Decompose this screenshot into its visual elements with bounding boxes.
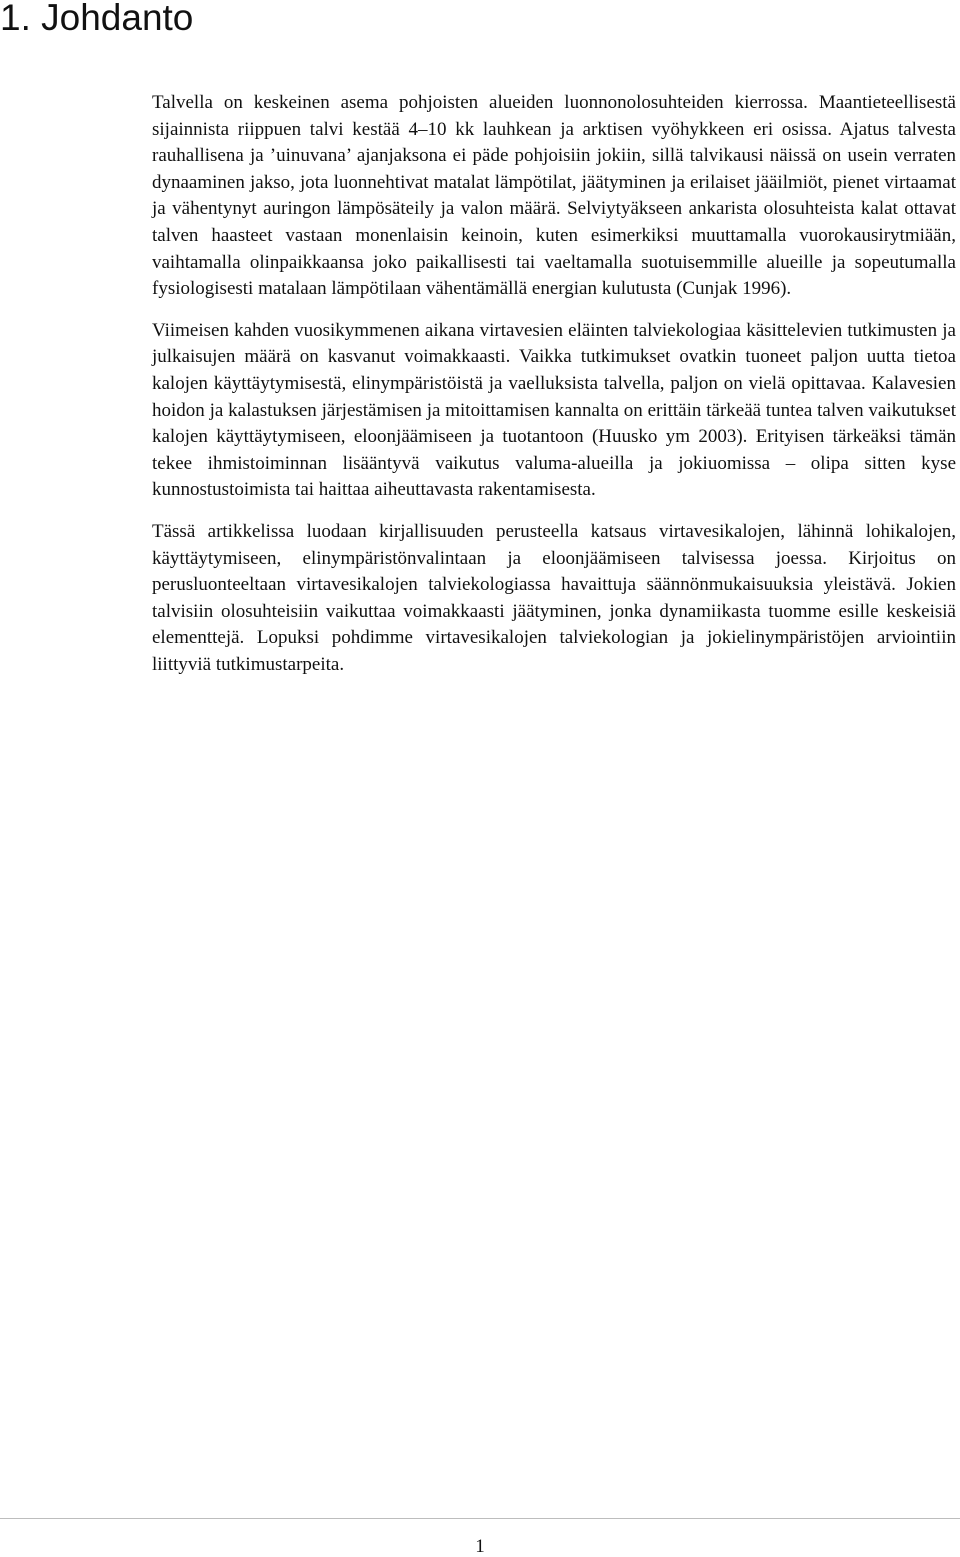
page-title: 1. Johdanto <box>0 0 194 38</box>
footer-divider <box>0 1518 960 1519</box>
page-number: 1 <box>475 1536 485 1557</box>
paragraph-intro: Talvella on keskeinen asema pohjoisten alueiden luonnonolosuhteiden kierrossa. Maantieteellisestä sijainnista riippuen talvi kestää 4–10 kk lauhkean ja arktisen vyöhykkeen eri osissa. Ajatus talvesta rauhallisena ja ’uinuvana’ ajanjaksona ei päde pohjoisiin jokiin, sillä talvikausi näissä on usein verraten dynaaminen jakso, jota luonnehtivat matalat lämpötilat, jäätyminen ja erilaiset jääilmiöt, pienet virtaamat ja vähentynyt auringon lämpösäteily ja valon määrä. Selviytyäkseen ankarista olosuhteista kalat ottavat talven haasteet vastaan monenlaisin keinoin, kuten esimerkiksi muuttamalla vuorokausirytmiään, vaihtamalla olinpaikkaansa joko paikallisesti tai vaeltamalla suotuisemmille alueille ja sopeutumalla fysiologisesti matalaan lämpötilaan vähentämällä energian kulutusta (Cunjak 1996). <box>152 92 956 300</box>
body-text <box>152 90 956 693</box>
paragraph-research: Viimeisen kahden vuosikymmenen aikana virtavesien eläinten talviekologiaa käsittelevien tutkimusten ja julkaisujen määrä on kasvanut voimakkaasti. Vaikka tutkimukset ovatkin tuoneet paljon uutta tietoa kalojen käyttäytymisestä, elinympäristöistä ja vaelluksista talvella, paljon on vielä opittavaa. Kalavesien hoidon ja kalastuksen järjestämisen ja mitoittamisen kannalta on erittäin tärkeää tuntea talven vaikutukset kalojen käyttäytymiseen, eloonjäämiseen ja tuotantoon (Huusko ym 2003). Erityisen tärkeäksi tämän tekee ihmistoiminnan lisääntyvä vaikutus valuma-alueilla ja jokiuomissa – olipa sitten kyse kunnostustoimista tai haittaa aiheuttavasta rakentamisesta. <box>152 319 956 501</box>
paragraph-article-scope: Tässä artikkelissa luodaan kirjallisuuden perusteella katsaus virtavesikalojen, lähinnä lohikalojen, käyttäytymiseen, elinympäristönvalintaan ja eloonjäämiseen talvisessa joessa. Kirjoitus on perusluonteeltaan virtavesikalojen talviekologiassa havaittuja säännönmukaisuuksia yleistävä. Jokien talvisiin olosuhteisiin vaikuttaa voimakkaasti jäätyminen, jonka dynamiikasta tuomme esille keskeisiä elementtejä. Lopuksi pohdimme virtavesikalojen talviekologian ja jokielinympäristöjen arviointiin liittyviä tutkimustarpeita. <box>152 520 956 675</box>
